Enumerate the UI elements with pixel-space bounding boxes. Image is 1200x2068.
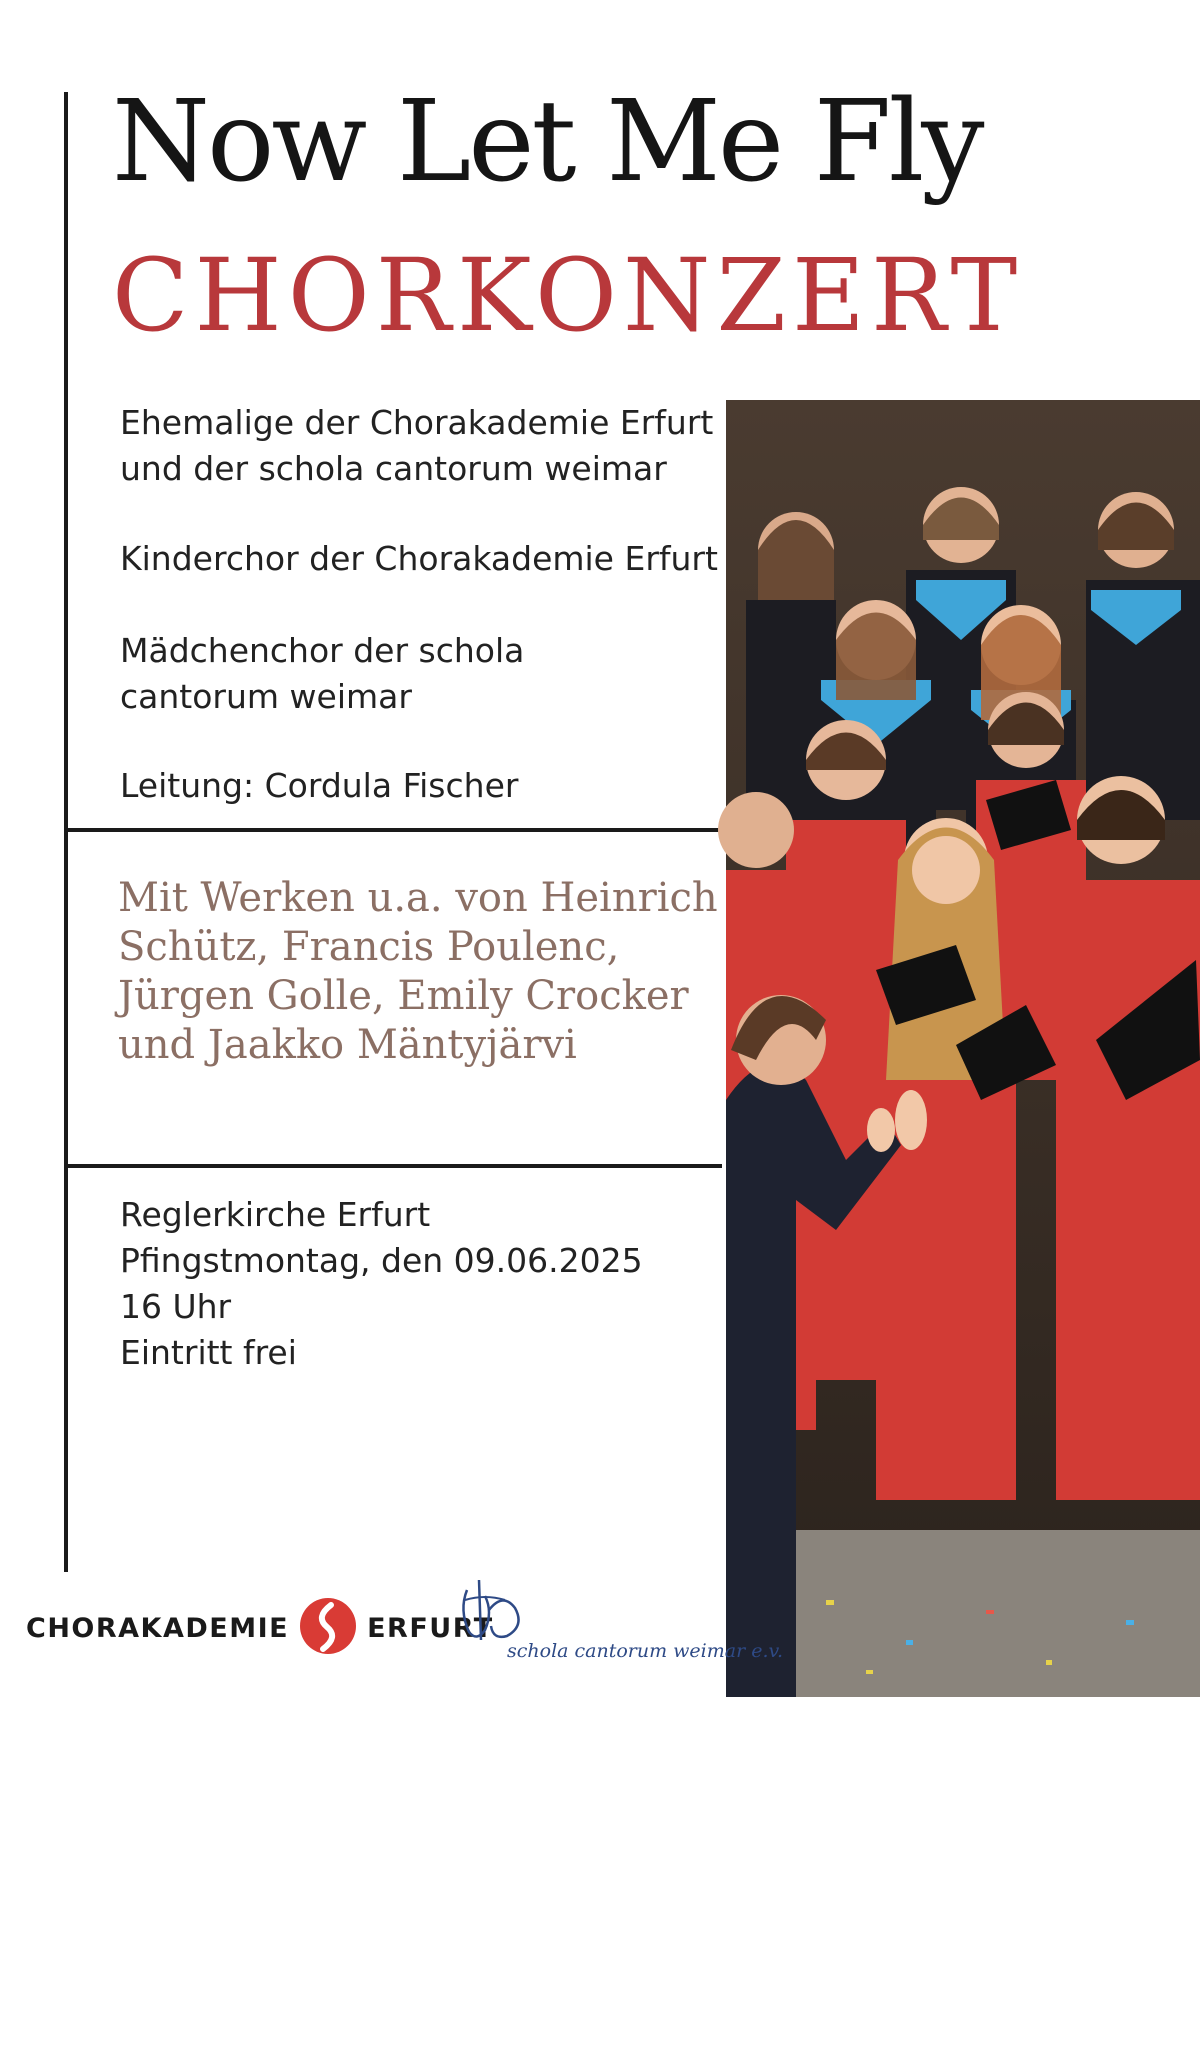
works-list: Mit Werken u.a. von Heinrich Schütz, Francis Poulenc, Jürgen Golle, Emily Crocker und Jaakko Mäntyjärvi bbox=[118, 875, 718, 1068]
event-date: Pfingstmontag, den 09.06.2025 bbox=[120, 1241, 643, 1280]
chorakademie-emblem-icon bbox=[299, 1597, 357, 1659]
event-time: 16 Uhr bbox=[120, 1287, 232, 1326]
event-venue: Reglerkirche Erfurt bbox=[120, 1195, 431, 1234]
director-line: Leitung: Cordula Fischer bbox=[120, 766, 519, 805]
choir-photo-illustration bbox=[726, 400, 1200, 1697]
schola-logo-text: schola cantorum weimar e.v. bbox=[507, 1640, 784, 1662]
photo-credit: Foto: Lutz Edelhoff bbox=[969, 2044, 1156, 2068]
divider-bottom bbox=[66, 1164, 722, 1168]
chorakademie-logo-right: ERFURT bbox=[367, 1612, 494, 1644]
schola-emblem-icon bbox=[455, 1570, 535, 1650]
event-admission: Eintritt frei bbox=[120, 1333, 297, 1372]
choir-photo bbox=[726, 400, 1200, 2068]
chorakademie-logo bbox=[26, 1598, 494, 1658]
concert-subtitle: CHORKONZERT bbox=[112, 237, 1024, 354]
ensemble-alumni: Ehemalige der Chorakademie Erfurt und der schola cantorum weimar bbox=[120, 403, 714, 488]
divider-top bbox=[66, 828, 722, 832]
left-vertical-rule bbox=[64, 92, 68, 1572]
ensemble-girls-choir: Mädchenchor der schola cantorum weimar bbox=[120, 631, 525, 716]
chorakademie-logo-left: CHORAKADEMIE bbox=[26, 1612, 290, 1644]
ensemble-children-choir: Kinderchor der Chorakademie Erfurt bbox=[120, 539, 718, 578]
concert-title: Now Let Me Fly bbox=[112, 77, 982, 207]
schola-cantorum-logo bbox=[455, 1570, 784, 1670]
